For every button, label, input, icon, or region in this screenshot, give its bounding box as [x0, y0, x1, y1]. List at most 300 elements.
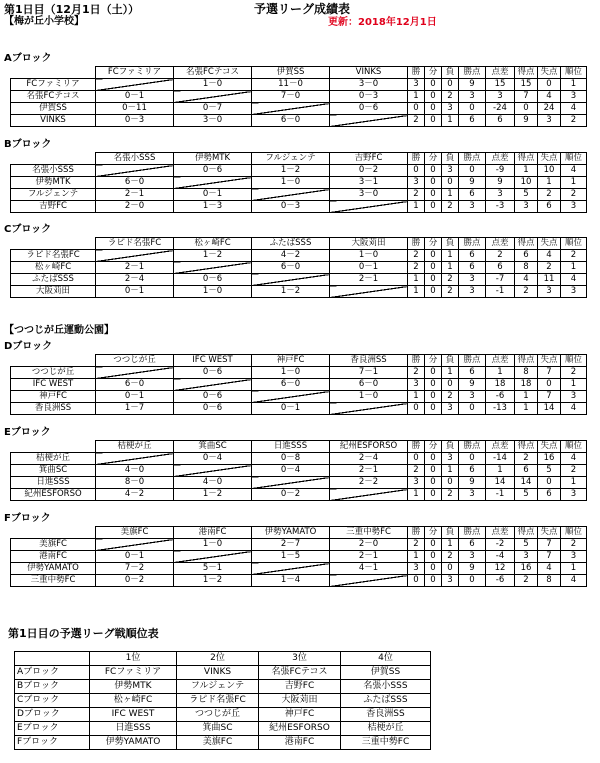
self-match-cell [174, 91, 252, 103]
stat-value: 1 [442, 189, 459, 201]
stat-value: 1 [442, 367, 459, 379]
match-result: 2－2 [330, 477, 408, 489]
stat-header: 勝 [408, 67, 425, 79]
match-result: 7－1 [330, 367, 408, 379]
stat-value: 24 [538, 103, 561, 115]
stat-header: 勝 [408, 153, 425, 165]
stat-header: 失点 [538, 67, 561, 79]
match-result: 0－8 [252, 453, 330, 465]
stat-value: 3 [459, 489, 486, 501]
stat-value: 3 [561, 91, 587, 103]
stat-value: 1 [408, 274, 425, 286]
stat-value: 0 [538, 477, 561, 489]
table-row [11, 489, 587, 501]
column-header: 香良洲SS [330, 355, 408, 367]
match-result: 4－2 [252, 250, 330, 262]
stat-value: 4 [561, 274, 587, 286]
stat-value: 1 [408, 551, 425, 563]
stat-value: 9 [486, 177, 515, 189]
stat-header: 勝点 [459, 238, 486, 250]
stat-value: 3 [538, 115, 561, 127]
self-match-cell [330, 575, 408, 587]
table-row [11, 79, 587, 91]
column-header: VINKS [330, 67, 408, 79]
table-row [11, 115, 587, 127]
column-header: 港南FC [174, 527, 252, 539]
stat-value: 2 [561, 189, 587, 201]
venue-label: 【つつじが丘運動公園】 [4, 325, 114, 336]
stat-value: 2 [408, 367, 425, 379]
summary-team: 紀州ESFORSO [259, 722, 341, 736]
stat-value: 2 [561, 539, 587, 551]
stat-value: 0 [425, 262, 442, 274]
match-result: 2－1 [330, 274, 408, 286]
team-name: 香良洲SS [11, 403, 96, 415]
stat-header: 得点 [515, 355, 538, 367]
table-row [11, 367, 587, 379]
stat-header: 失点 [538, 153, 561, 165]
stat-value: 1 [408, 286, 425, 298]
stat-value: 2 [561, 115, 587, 127]
column-header: IFC WEST [174, 355, 252, 367]
stat-value: -24 [486, 103, 515, 115]
stat-header: 点差 [486, 355, 515, 367]
summary-header: 4位 [341, 652, 431, 666]
team-name: 港南FC [11, 551, 96, 563]
stat-value: 12 [486, 563, 515, 575]
self-match-cell [252, 103, 330, 115]
self-match-cell [174, 379, 252, 391]
match-result: 3－0 [174, 115, 252, 127]
stat-header: 失点 [538, 238, 561, 250]
stat-value: 2 [408, 115, 425, 127]
corner-cell [11, 238, 96, 250]
stat-value: 2 [515, 575, 538, 587]
stat-value: 0 [459, 453, 486, 465]
table-row [11, 391, 587, 403]
stat-header: 点差 [486, 153, 515, 165]
match-result: 1－5 [252, 551, 330, 563]
stat-value: 1 [442, 262, 459, 274]
corner-cell [11, 441, 96, 453]
stat-value: 6 [486, 115, 515, 127]
stat-value: 3 [459, 91, 486, 103]
column-header: 伊賀SS [252, 67, 330, 79]
stat-value: 1 [408, 201, 425, 213]
stat-header: 勝 [408, 355, 425, 367]
stat-value: 9 [459, 79, 486, 91]
stat-value: 8 [538, 575, 561, 587]
stat-value: 9 [459, 563, 486, 575]
stat-header: 分 [425, 153, 442, 165]
stat-value: 1 [561, 262, 587, 274]
team-name: 伊勢MTK [11, 177, 96, 189]
league-table [10, 440, 587, 501]
match-result: 2－1 [330, 465, 408, 477]
stat-header: 勝点 [459, 441, 486, 453]
team-name: フルジェンテ [11, 189, 96, 201]
stat-value: 1 [486, 465, 515, 477]
stat-value: 0 [425, 201, 442, 213]
match-result: 0－1 [96, 286, 174, 298]
league-table [10, 354, 587, 415]
stat-value: 5 [538, 465, 561, 477]
stat-value: 6 [459, 465, 486, 477]
column-header: 美旗FC [96, 527, 174, 539]
stat-header: 順位 [561, 67, 587, 79]
match-result: 3－1 [330, 177, 408, 189]
match-result: 0－6 [174, 165, 252, 177]
self-match-cell [330, 201, 408, 213]
block-label: Bブロック [4, 139, 52, 150]
stat-value: 2 [515, 453, 538, 465]
match-result: 6－0 [252, 262, 330, 274]
stat-value: 18 [486, 379, 515, 391]
column-header: 大阪苅田 [330, 238, 408, 250]
stat-value: 3 [459, 274, 486, 286]
column-header: 松ヶ崎FC [174, 238, 252, 250]
stat-value: 2 [408, 262, 425, 274]
match-result: 6－0 [330, 379, 408, 391]
corner-cell [11, 67, 96, 79]
self-match-cell [252, 274, 330, 286]
table-row [11, 286, 587, 298]
match-result: 2－4 [330, 453, 408, 465]
stat-value: 0 [425, 551, 442, 563]
summary-row [15, 722, 431, 736]
summary-team: 箕曲SC [177, 722, 259, 736]
stat-value: 3 [561, 489, 587, 501]
stat-header: 勝点 [459, 67, 486, 79]
stat-header: 負 [442, 67, 459, 79]
match-result: 1－0 [174, 79, 252, 91]
summary-row [15, 680, 431, 694]
stat-value: 1 [561, 177, 587, 189]
team-name: 神戸FC [11, 391, 96, 403]
match-result: 0－3 [96, 115, 174, 127]
match-result: 2－1 [96, 189, 174, 201]
column-header: フルジェンテ [252, 153, 330, 165]
block-label: Dブロック [4, 341, 53, 352]
stat-value: -13 [486, 403, 515, 415]
stat-value: 6 [459, 262, 486, 274]
stat-value: 0 [425, 103, 442, 115]
page-title: 予選リーグ成績表 [254, 2, 351, 16]
summary-block-name: Eブロック [15, 722, 90, 736]
stat-value: 3 [408, 177, 425, 189]
stat-value: 2 [442, 286, 459, 298]
stat-value: 1 [408, 489, 425, 501]
self-match-cell [96, 539, 174, 551]
stat-value: 2 [561, 367, 587, 379]
stat-value: 0 [408, 453, 425, 465]
stat-value: 1 [408, 391, 425, 403]
stat-value: 3 [561, 286, 587, 298]
stat-header: 勝点 [459, 527, 486, 539]
stat-value: 2 [538, 262, 561, 274]
stat-value: 0 [425, 79, 442, 91]
summary-row [15, 694, 431, 708]
league-table [10, 526, 587, 587]
stat-value: 1 [515, 391, 538, 403]
table-row [11, 453, 587, 465]
stat-value: 2 [442, 391, 459, 403]
stat-value: 0 [425, 367, 442, 379]
self-match-cell [330, 286, 408, 298]
column-header: 名張小SSS [96, 153, 174, 165]
stat-value: 1 [561, 79, 587, 91]
team-name: 伊勢YAMATO [11, 563, 96, 575]
stat-value: 3 [442, 403, 459, 415]
team-name: IFC WEST [11, 379, 96, 391]
stat-value: 15 [515, 79, 538, 91]
match-result: 1－0 [174, 286, 252, 298]
stat-value: 5 [515, 489, 538, 501]
team-name: 箕曲SC [11, 465, 96, 477]
match-result: 2－1 [96, 262, 174, 274]
table-row [11, 262, 587, 274]
stat-value: 3 [486, 189, 515, 201]
summary-team: 名張FCテコス [259, 666, 341, 680]
match-result: 0－2 [330, 165, 408, 177]
stat-value: 3 [561, 391, 587, 403]
stat-value: -1 [486, 286, 515, 298]
stat-header: 順位 [561, 355, 587, 367]
stat-value: -6 [486, 575, 515, 587]
match-result: 0－6 [174, 274, 252, 286]
stat-value: 2 [442, 551, 459, 563]
summary-team: 美旗FC [177, 736, 259, 750]
block-label: Aブロック [4, 53, 52, 64]
summary-row [15, 708, 431, 722]
match-result: 0－4 [174, 453, 252, 465]
match-result: 1－2 [174, 575, 252, 587]
team-name: 名張FCテコス [11, 91, 96, 103]
stat-header: 失点 [538, 441, 561, 453]
match-result: 4－0 [174, 477, 252, 489]
team-name: 大阪苅田 [11, 286, 96, 298]
stat-value: 4 [561, 165, 587, 177]
stat-value: 16 [515, 563, 538, 575]
stat-value: 3 [486, 91, 515, 103]
summary-team: 香良洲SS [341, 708, 431, 722]
stat-value: 0 [425, 91, 442, 103]
column-header: 神戸FC [252, 355, 330, 367]
block-label: Fブロック [4, 513, 51, 524]
stat-value: 6 [459, 250, 486, 262]
stat-value: 0 [459, 575, 486, 587]
table-row [11, 201, 587, 213]
self-match-cell [174, 551, 252, 563]
match-result: 0－2 [96, 575, 174, 587]
stat-header: 失点 [538, 527, 561, 539]
summary-team: 伊賀SS [341, 666, 431, 680]
stat-value: 4 [561, 103, 587, 115]
stat-value: 9 [459, 477, 486, 489]
stat-header: 得点 [515, 153, 538, 165]
table-row [11, 575, 587, 587]
column-header: 日進SSS [252, 441, 330, 453]
team-name: ふたばSSS [11, 274, 96, 286]
stat-value: 0 [425, 274, 442, 286]
match-result: 1－0 [252, 177, 330, 189]
summary-team: 名張小SSS [341, 680, 431, 694]
stat-header: 点差 [486, 67, 515, 79]
match-result: 1－0 [330, 391, 408, 403]
stat-value: 0 [538, 379, 561, 391]
league-table [10, 237, 587, 298]
stat-value: 3 [442, 103, 459, 115]
day-label: 第1日目（12月1日（土）） [4, 3, 140, 16]
stat-value: -6 [486, 391, 515, 403]
stat-value: 0 [442, 177, 459, 189]
stat-header: 負 [442, 153, 459, 165]
stat-value: 1 [442, 465, 459, 477]
match-result: 0－6 [174, 391, 252, 403]
table-row [11, 165, 587, 177]
summary-team: ラピド名張FC [177, 694, 259, 708]
summary-header: 1位 [90, 652, 177, 666]
stat-value: 5 [515, 539, 538, 551]
stat-value: 1 [515, 165, 538, 177]
stat-value: 0 [408, 103, 425, 115]
self-match-cell [252, 563, 330, 575]
column-header: 伊勢YAMATO [252, 527, 330, 539]
match-result: 0－1 [96, 391, 174, 403]
match-result: 4－2 [96, 489, 174, 501]
stat-value: 0 [442, 379, 459, 391]
match-result: 1－7 [96, 403, 174, 415]
stat-value: 2 [442, 201, 459, 213]
stat-header: 分 [425, 441, 442, 453]
stat-header: 負 [442, 441, 459, 453]
match-result: 2－0 [330, 539, 408, 551]
self-match-cell [174, 262, 252, 274]
stat-value: 4 [538, 91, 561, 103]
summary-header: 2位 [177, 652, 259, 666]
match-result: 0－6 [330, 103, 408, 115]
team-name: 日進SSS [11, 477, 96, 489]
self-match-cell [330, 489, 408, 501]
stat-value: 3 [442, 575, 459, 587]
stat-value: 7 [538, 551, 561, 563]
stat-value: 0 [425, 250, 442, 262]
match-result: 1－4 [252, 575, 330, 587]
stat-value: 14 [486, 477, 515, 489]
corner-cell [11, 153, 96, 165]
stat-header: 負 [442, 355, 459, 367]
stat-header: 点差 [486, 441, 515, 453]
stat-value: 0 [425, 391, 442, 403]
stat-value: 0 [425, 477, 442, 489]
stat-value: 0 [538, 79, 561, 91]
stat-value: 6 [538, 489, 561, 501]
stat-value: -1 [486, 489, 515, 501]
column-header: ラピド名張FC [96, 238, 174, 250]
stat-value: -7 [486, 274, 515, 286]
stat-value: 4 [561, 453, 587, 465]
summary-block-name: Aブロック [15, 666, 90, 680]
team-name: つつじが丘 [11, 367, 96, 379]
self-match-cell [96, 367, 174, 379]
table-row [11, 379, 587, 391]
stat-value: 10 [515, 177, 538, 189]
stat-header: 順位 [561, 527, 587, 539]
team-name: 紀州ESFORSO [11, 489, 96, 501]
match-result: 2－1 [330, 551, 408, 563]
summary-row [15, 666, 431, 680]
stat-value: 3 [459, 201, 486, 213]
stat-header: 得点 [515, 527, 538, 539]
table-row [11, 465, 587, 477]
team-name: 三重中勢FC [11, 575, 96, 587]
stat-value: 0 [425, 189, 442, 201]
stat-value: -2 [486, 539, 515, 551]
stat-value: 0 [425, 286, 442, 298]
self-match-cell [252, 391, 330, 403]
stat-value: 7 [538, 539, 561, 551]
match-result: 4－1 [330, 563, 408, 575]
match-result: 1－2 [252, 165, 330, 177]
stat-value: 2 [515, 286, 538, 298]
stat-value: 4 [515, 274, 538, 286]
self-match-cell [252, 477, 330, 489]
match-result: 0－1 [174, 189, 252, 201]
updated-date: 更新：2018年12月1日 [328, 17, 437, 28]
block-label: Eブロック [4, 427, 51, 438]
match-result: 6－0 [96, 379, 174, 391]
stat-header: 勝 [408, 527, 425, 539]
summary-block-name: Fブロック [15, 736, 90, 750]
summary-team: FCファミリア [90, 666, 177, 680]
summary-block-name: Cブロック [15, 694, 90, 708]
stat-value: 2 [408, 189, 425, 201]
stat-value: 0 [425, 115, 442, 127]
stat-value: 0 [459, 403, 486, 415]
match-result: 0－1 [252, 403, 330, 415]
stat-value: 4 [538, 250, 561, 262]
stat-value: 0 [442, 477, 459, 489]
stat-header: 負 [442, 238, 459, 250]
stat-value: 3 [408, 379, 425, 391]
stat-value: 8 [515, 367, 538, 379]
stat-header: 順位 [561, 238, 587, 250]
stat-value: 9 [515, 115, 538, 127]
stat-value: 14 [538, 403, 561, 415]
stat-header: 勝点 [459, 153, 486, 165]
stat-value: 1 [561, 477, 587, 489]
match-result: 4－0 [96, 465, 174, 477]
stat-value: 1 [486, 367, 515, 379]
stat-value: 14 [515, 477, 538, 489]
match-result: 0－7 [174, 103, 252, 115]
stat-value: 3 [408, 79, 425, 91]
summary-team: 伊勢YAMATO [90, 736, 177, 750]
match-result: 8－0 [96, 477, 174, 489]
stat-value: 7 [538, 391, 561, 403]
stat-value: 0 [408, 575, 425, 587]
stat-value: 1 [442, 115, 459, 127]
stat-value: 0 [408, 403, 425, 415]
match-result: 7－0 [252, 91, 330, 103]
stat-value: 3 [459, 286, 486, 298]
stat-header: 負 [442, 527, 459, 539]
column-header: 紀州ESFORSO [330, 441, 408, 453]
summary-team: 伊勢MTK [90, 680, 177, 694]
table-row [11, 539, 587, 551]
table-row [11, 103, 587, 115]
stat-value: 2 [486, 250, 515, 262]
